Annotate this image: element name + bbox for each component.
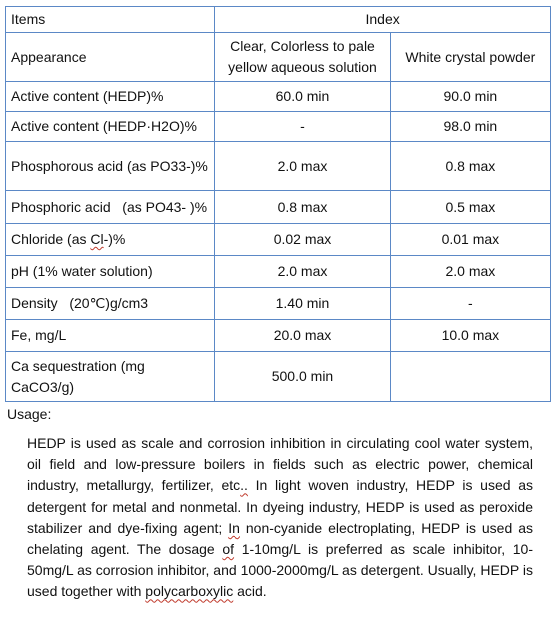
cell-liquid: -: [215, 112, 391, 142]
table-row: [6, 224, 551, 256]
specification-table: [5, 6, 551, 402]
cell-liquid: 20.0 max: [215, 320, 391, 352]
table-row: [6, 112, 551, 142]
cell-liquid: 1.40 min: [215, 288, 391, 320]
cell-solid: 0.8 max: [390, 142, 550, 191]
table-row: [6, 191, 551, 224]
column-liquid-header: Clear, Colorless to pale yellow aqueous solution: [215, 33, 391, 82]
usage-text-mark: In: [228, 519, 240, 536]
usage-text-part: HEDP is used as scale and corrosion inhibition in circulating cool water system, oil field and low-pressure boilers in fields such as electric power, chemical industry, metallurgy, fertilizer, etc: [27, 435, 533, 494]
cell-solid: 2.0 max: [390, 256, 550, 288]
cell-liquid: 0.02 max: [215, 224, 391, 256]
row-label: Active content (HEDP)%: [6, 82, 215, 112]
usage-label: Usage:: [7, 406, 52, 422]
cell-solid: 10.0 max: [390, 320, 550, 352]
usage-text-mark: polycarboxylic: [145, 583, 234, 600]
cell-liquid: 2.0 max: [215, 142, 391, 191]
usage-text-mark: ..: [240, 477, 248, 494]
table-row: [6, 82, 551, 112]
cell-liquid: 2.0 max: [215, 256, 391, 288]
chloride-label-suffix: -)%: [103, 231, 126, 247]
cell-solid: 0.5 max: [390, 191, 550, 224]
usage-text-part: acid.: [233, 583, 267, 600]
table-header-row: [6, 7, 551, 33]
row-label: Appearance: [6, 33, 215, 82]
cell-solid: 98.0 min: [390, 112, 550, 142]
cell-solid: 90.0 min: [390, 82, 550, 112]
chloride-label-prefix: Chloride (as: [11, 231, 91, 247]
row-label: [6, 224, 215, 256]
table-row: [6, 288, 551, 320]
cell-solid: 0.01 max: [390, 224, 550, 256]
header-index: Index: [215, 7, 551, 33]
row-label: Active content (HEDP·H2O)%: [6, 112, 215, 142]
table-row: [6, 256, 551, 288]
cell-liquid: 60.0 min: [215, 82, 391, 112]
column-solid-header: White crystal powder: [390, 33, 550, 82]
row-label: Phosphorous acid (as PO33-)%: [6, 142, 215, 191]
usage-text-part: 1-10mg/L is preferred as scale inhibitor, 10-50mg/L as corrosion inhibitor, and 1000-2000mg/L as detergent. Usually, HEDP is used together with: [27, 541, 533, 600]
cell-solid: [390, 352, 550, 402]
usage-text-part: In light woven industry, HEDP is used as detergent for metal and nonmetal. In dyeing industry, HEDP is used as peroxide stabilizer and dye-fixing agent;: [27, 477, 533, 536]
usage-paragraph: [27, 433, 533, 603]
cell-liquid: 500.0 min: [215, 352, 391, 402]
usage-text-part: non-cyanide electroplating, HEDP is used as chelating agent. The dosage: [27, 519, 533, 558]
table-row: [6, 33, 551, 82]
chloride-label-symbol: Cl: [90, 231, 104, 247]
cell-liquid: 0.8 max: [215, 191, 391, 224]
cell-solid: -: [390, 288, 550, 320]
row-label: Density (20℃)g/cm3: [6, 288, 215, 320]
header-items: Items: [6, 7, 215, 33]
table-row: [6, 320, 551, 352]
table-row: [6, 142, 551, 191]
row-label: Phosphoric acid (as PO43- )%: [6, 191, 215, 224]
row-label: Fe, mg/L: [6, 320, 215, 352]
table-row: [6, 352, 551, 402]
usage-text-mark: of: [222, 541, 235, 558]
row-label: Ca sequestration (mg CaCO3/g): [6, 352, 215, 402]
row-label: pH (1% water solution): [6, 256, 215, 288]
